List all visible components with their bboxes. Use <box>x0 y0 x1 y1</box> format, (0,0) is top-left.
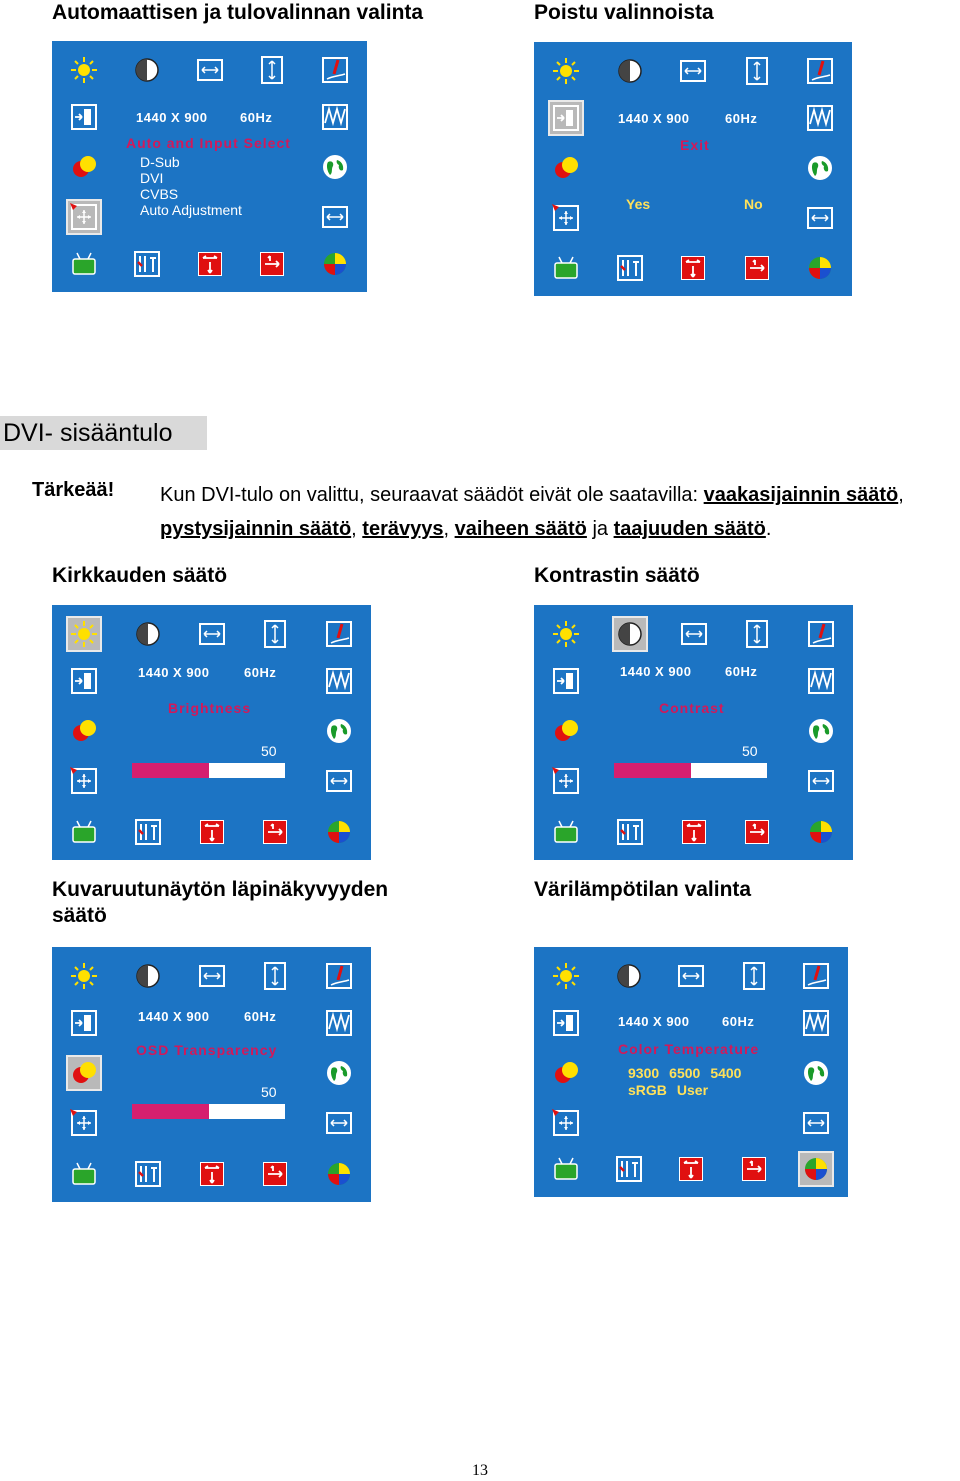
dvi-note-intro: Kun DVI-tulo on valittu, seuraavat säädöt eivät ole saatavilla: <box>160 484 699 506</box>
caption-osd-transparency-line1: Kuvaruutunäytön läpinäkyvyyden <box>52 878 389 901</box>
language-icon[interactable] <box>323 1057 355 1089</box>
osd-panel-osd-transparency <box>52 947 371 1202</box>
v-position-icon[interactable] <box>738 960 770 992</box>
option-5400[interactable]: 5400 <box>710 1065 742 1081</box>
unavailable-adjustment: terävyys <box>362 518 444 540</box>
unavailable-adjustment: taajuuden säätö <box>613 518 766 540</box>
brightness-icon[interactable] <box>68 54 100 86</box>
osd-h-position-icon[interactable] <box>194 248 226 280</box>
osd-v-position-icon[interactable] <box>741 252 773 284</box>
tools-icon[interactable] <box>132 1158 164 1190</box>
clock-icon[interactable] <box>323 1107 355 1139</box>
v-position-icon[interactable] <box>741 618 773 650</box>
clock-icon[interactable] <box>804 202 836 234</box>
contrast-icon[interactable] <box>132 618 164 650</box>
option-9300[interactable]: 9300 <box>628 1065 660 1081</box>
exit-icon[interactable] <box>68 101 100 133</box>
osd-h-position-icon[interactable] <box>196 816 228 848</box>
color-temperature-icon[interactable] <box>323 1158 355 1190</box>
color-temp-options <box>628 1065 751 1099</box>
clock-icon[interactable] <box>323 765 355 797</box>
caption-exit: Poistu valinnoista <box>534 1 714 24</box>
resolution-text: 1440 X 900 <box>620 664 692 679</box>
contrast-icon[interactable] <box>613 960 645 992</box>
exit-yes-option[interactable]: Yes <box>626 196 651 212</box>
language-icon[interactable] <box>805 715 837 747</box>
info-icon[interactable] <box>68 248 100 280</box>
info-icon[interactable] <box>68 816 100 848</box>
contrast-value: 50 <box>742 743 758 759</box>
brightness-value: 50 <box>261 743 277 759</box>
tools-icon[interactable] <box>132 816 164 848</box>
menu-title: OSD Transparency <box>136 1042 278 1058</box>
tools-icon[interactable] <box>614 816 646 848</box>
page-number: 13 <box>472 1462 488 1479</box>
resolution-text: 1440 X 900 <box>138 665 210 680</box>
unavailable-adjustment: vaakasijainnin säätö <box>703 484 899 506</box>
osd-transparency-icon[interactable] <box>550 1057 582 1089</box>
osd-transparency-icon[interactable] <box>68 715 100 747</box>
brightness-icon[interactable] <box>68 960 100 992</box>
h-position-icon[interactable] <box>675 960 707 992</box>
dvi-note-items: vaakasijainnin säätö, pystysijainnin säätö, terävyys, vaiheen säätö ja taajuuden säätö. <box>160 484 904 540</box>
phase-icon[interactable] <box>323 1007 355 1039</box>
v-position-icon[interactable] <box>741 55 773 87</box>
brightness-icon[interactable] <box>550 55 582 87</box>
section-heading: DVI- sisääntulo <box>3 419 173 447</box>
info-icon[interactable] <box>68 1158 100 1190</box>
unavailable-adjustment: vaiheen säätö <box>454 518 587 540</box>
caption-osd-transparency-line2: säätö <box>52 904 107 927</box>
sharpness-icon[interactable] <box>323 960 355 992</box>
clock-icon[interactable] <box>805 765 837 797</box>
refresh-text: 60Hz <box>725 664 758 679</box>
sharpness-icon[interactable] <box>319 54 351 86</box>
h-position-icon[interactable] <box>678 618 710 650</box>
language-icon[interactable] <box>800 1057 832 1089</box>
brightness-icon[interactable] <box>550 960 582 992</box>
clock-icon[interactable] <box>800 1107 832 1139</box>
h-position-icon[interactable] <box>194 54 226 86</box>
refresh-text: 60Hz <box>725 111 758 126</box>
osd-transparency-icon[interactable] <box>68 151 100 183</box>
color-temperature-icon[interactable] <box>323 816 355 848</box>
clock-icon[interactable] <box>319 201 351 233</box>
v-position-icon[interactable] <box>259 960 291 992</box>
h-position-icon[interactable] <box>196 618 228 650</box>
option-dvi[interactable]: DVI <box>140 170 164 186</box>
osd-h-position-icon[interactable] <box>678 816 710 848</box>
info-icon[interactable] <box>550 816 582 848</box>
contrast-slider[interactable] <box>614 763 767 778</box>
menu-title: Contrast <box>659 700 725 716</box>
phase-icon[interactable] <box>800 1007 832 1039</box>
info-icon[interactable] <box>550 1153 582 1185</box>
phase-icon[interactable] <box>319 101 351 133</box>
osd-v-position-icon[interactable] <box>256 248 288 280</box>
osd-transparency-icon[interactable] <box>550 152 582 184</box>
auto-input-icon[interactable] <box>550 1107 582 1139</box>
important-label: Tärkeää! <box>32 479 115 501</box>
dvi-note <box>160 478 958 546</box>
osd-h-position-icon[interactable] <box>677 252 709 284</box>
exit-icon[interactable] <box>550 1007 582 1039</box>
refresh-text: 60Hz <box>240 110 273 125</box>
refresh-text: 60Hz <box>722 1014 755 1029</box>
osd-panel-brightness <box>52 605 371 860</box>
h-position-icon[interactable] <box>196 960 228 992</box>
sharpness-icon[interactable] <box>805 618 837 650</box>
phase-icon[interactable] <box>805 665 837 697</box>
osd-transparency-icon[interactable] <box>68 1057 100 1089</box>
resolution-text: 1440 X 900 <box>618 1014 690 1029</box>
exit-icon[interactable] <box>550 665 582 697</box>
osd-v-position-icon[interactable] <box>259 816 291 848</box>
refresh-text: 60Hz <box>244 1009 277 1024</box>
caption-brightness: Kirkkauden säätö <box>52 564 228 587</box>
sharpness-icon[interactable] <box>800 960 832 992</box>
phase-icon[interactable] <box>323 665 355 697</box>
phase-icon[interactable] <box>804 102 836 134</box>
option-6500[interactable]: 6500 <box>669 1065 701 1081</box>
option-user[interactable]: User <box>676 1082 709 1098</box>
auto-input-icon[interactable] <box>68 765 100 797</box>
tools-icon[interactable] <box>131 248 163 280</box>
caption-contrast: Kontrastin säätö <box>534 564 700 587</box>
caption-color-temperature: Värilämpötilan valinta <box>534 878 752 901</box>
h-position-icon[interactable] <box>677 55 709 87</box>
contrast-icon[interactable] <box>614 55 646 87</box>
color-temperature-icon[interactable] <box>319 248 351 280</box>
menu-title: Exit <box>680 137 710 153</box>
option-dsub[interactable]: D-Sub <box>140 154 180 170</box>
osd-panel-exit <box>534 42 852 296</box>
menu-title: Color Temperature <box>618 1041 760 1057</box>
color-temperature-icon[interactable] <box>800 1153 832 1185</box>
language-icon[interactable] <box>323 715 355 747</box>
v-position-icon[interactable] <box>259 618 291 650</box>
contrast-icon[interactable] <box>132 960 164 992</box>
osd-v-position-icon[interactable] <box>738 1153 770 1185</box>
osd-transparency-value: 50 <box>261 1084 277 1100</box>
brightness-slider[interactable] <box>132 763 285 778</box>
osd-transparency-slider-fill <box>132 1104 209 1119</box>
contrast-icon[interactable] <box>614 618 646 650</box>
osd-transparency-slider[interactable] <box>132 1104 285 1119</box>
refresh-text: 60Hz <box>244 665 277 680</box>
language-icon[interactable] <box>804 152 836 184</box>
tools-icon[interactable] <box>614 252 646 284</box>
caption-auto-input: Automaattisen ja tulovalinnan valinta <box>52 1 424 24</box>
resolution-text: 1440 X 900 <box>136 110 208 125</box>
resolution-text: 1440 X 900 <box>138 1009 210 1024</box>
osd-v-position-icon[interactable] <box>741 816 773 848</box>
osd-panel-contrast <box>534 605 853 860</box>
color-temperature-icon[interactable] <box>805 816 837 848</box>
unavailable-adjustment: pystysijainnin säätö <box>160 518 352 540</box>
language-icon[interactable] <box>319 151 351 183</box>
osd-v-position-icon[interactable] <box>259 1158 291 1190</box>
brightness-icon[interactable] <box>550 618 582 650</box>
color-temperature-icon[interactable] <box>804 252 836 284</box>
menu-title: Auto and Input Select <box>126 135 291 151</box>
input-options <box>140 154 242 218</box>
osd-panel-auto-input <box>52 41 367 292</box>
option-auto-adjustment[interactable]: Auto Adjustment <box>140 202 242 218</box>
exit-no-option[interactable]: No <box>744 196 763 212</box>
sharpness-icon[interactable] <box>323 618 355 650</box>
brightness-slider-fill <box>132 763 209 778</box>
tools-icon[interactable] <box>613 1153 645 1185</box>
contrast-icon[interactable] <box>131 54 163 86</box>
option-srgb[interactable]: sRGB <box>628 1082 667 1098</box>
v-position-icon[interactable] <box>256 54 288 86</box>
caption-osd-transparency <box>52 877 388 929</box>
contrast-slider-fill <box>614 763 691 778</box>
osd-transparency-icon[interactable] <box>550 715 582 747</box>
osd-h-position-icon[interactable] <box>196 1158 228 1190</box>
osd-panel-color-temperature <box>534 947 848 1197</box>
option-cvbs[interactable]: CVBS <box>140 186 179 202</box>
info-icon[interactable] <box>550 252 582 284</box>
osd-h-position-icon[interactable] <box>675 1153 707 1185</box>
auto-input-icon[interactable] <box>550 202 582 234</box>
sharpness-icon[interactable] <box>804 55 836 87</box>
exit-icon[interactable] <box>550 102 582 134</box>
exit-icon[interactable] <box>68 1007 100 1039</box>
auto-input-icon[interactable] <box>68 1107 100 1139</box>
auto-input-icon[interactable] <box>68 201 100 233</box>
menu-title: Brightness <box>168 700 252 716</box>
auto-input-icon[interactable] <box>550 765 582 797</box>
brightness-icon[interactable] <box>68 618 100 650</box>
exit-icon[interactable] <box>68 665 100 697</box>
resolution-text: 1440 X 900 <box>618 111 690 126</box>
